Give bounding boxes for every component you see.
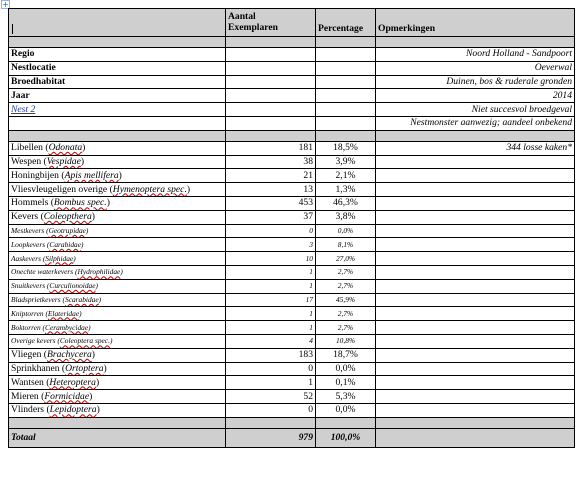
meta-cell-empty[interactable]	[316, 75, 376, 89]
row-note[interactable]	[376, 348, 575, 362]
row-note[interactable]	[376, 307, 575, 321]
table-row	[9, 403, 575, 417]
row-count[interactable]: 17	[226, 293, 316, 307]
row-note[interactable]	[376, 279, 575, 293]
row-name: Wantsen	[11, 376, 47, 388]
row-name-cell[interactable]: Vliegen (Brachycera)	[9, 348, 226, 362]
row-count[interactable]: 21	[226, 169, 316, 183]
row-count[interactable]: 0	[226, 224, 316, 238]
row-name: Boktorren	[11, 322, 43, 332]
header-cell-empty[interactable]	[9, 9, 226, 37]
row-note[interactable]	[376, 155, 575, 169]
meta-value[interactable]: 2014	[376, 89, 575, 103]
row-name-cell[interactable]: Vlinders (Lepidoptera)	[9, 403, 226, 417]
row-name-cell[interactable]: Wantsen (Heteroptera)	[9, 376, 226, 390]
meta-cell-empty[interactable]	[316, 61, 376, 75]
row-name-cell[interactable]: Honingbijen (Apis mellifera)	[9, 169, 226, 183]
table-row	[9, 334, 575, 348]
row-name-cell[interactable]: Boktorren (Cerambycidae)	[9, 321, 226, 335]
table-row	[9, 196, 575, 210]
meta-label[interactable]: Jaar	[9, 89, 226, 103]
meta-value[interactable]: Niet succesvol broedgeval	[376, 103, 575, 117]
row-note[interactable]	[376, 265, 575, 279]
row-name: Mieren	[11, 390, 42, 402]
table-row	[9, 169, 575, 183]
row-count[interactable]: 453	[226, 196, 316, 210]
row-percentage[interactable]: 46,3%	[316, 196, 376, 210]
row-percentage[interactable]: 0,0%	[316, 224, 376, 238]
total-percentage[interactable]: 100,0%	[316, 428, 376, 447]
table-row	[9, 252, 575, 266]
row-name-cell[interactable]: Overige kevers (Coleoptera spec.)	[9, 334, 226, 348]
row-count[interactable]: 4	[226, 334, 316, 348]
row-scientific-name: Hymenoptera spec.	[112, 183, 187, 195]
row-name-cell[interactable]: Libellen (Odonata)	[9, 141, 226, 155]
row-name: Snuitkevers	[11, 281, 47, 291]
row-note[interactable]	[376, 334, 575, 348]
row-note[interactable]	[376, 238, 575, 252]
row-name: Mestkevers	[11, 225, 47, 235]
meta-cell-empty[interactable]	[316, 103, 376, 117]
row-note[interactable]	[376, 169, 575, 183]
row-count[interactable]: 38	[226, 155, 316, 169]
meta-label[interactable]: Broedhabitat	[9, 75, 226, 89]
row-count[interactable]: 183	[226, 348, 316, 362]
row-count[interactable]: 1	[226, 307, 316, 321]
row-note[interactable]	[376, 210, 575, 224]
meta-value[interactable]: Oeverwal	[376, 61, 575, 75]
table-row	[9, 390, 575, 404]
table-row	[9, 155, 575, 169]
row-count[interactable]: 0	[226, 362, 316, 376]
row-percentage[interactable]: 18,5%	[316, 141, 376, 155]
row-name-cell[interactable]: Kevers (Coleopthera)	[9, 210, 226, 224]
row-scientific-name: Scarabidae	[64, 294, 99, 304]
meta-cell-empty[interactable]	[226, 75, 316, 89]
row-percentage[interactable]: 2,7%	[316, 321, 376, 335]
insect-prey-table	[8, 8, 575, 448]
table-row	[9, 183, 575, 197]
row-percentage[interactable]: 2,7%	[316, 265, 376, 279]
row-count[interactable]: 13	[226, 183, 316, 197]
meta-cell-empty[interactable]	[226, 61, 316, 75]
spacer-cell	[376, 130, 575, 141]
row-name-cell[interactable]: Hommels (Bombus spec.)	[9, 196, 226, 210]
row-name-cell[interactable]: Onechte waterkevers (Hydrophilidae)	[9, 265, 226, 279]
row-name: Wespen	[11, 155, 44, 167]
spacer-cell	[9, 37, 226, 48]
row-name-cell[interactable]: Kniptorren (Elateridae)	[9, 307, 226, 321]
row-percentage[interactable]: 8,1%	[316, 238, 376, 252]
row-percentage[interactable]: 2,7%	[316, 279, 376, 293]
meta-row	[9, 89, 575, 103]
row-scientific-name: Apis mellifera	[64, 169, 119, 181]
spacer-cell	[316, 37, 376, 48]
table-row	[9, 376, 575, 390]
row-name: Bladsprietkevers	[11, 294, 63, 304]
row-count[interactable]: 52	[226, 390, 316, 404]
table-row	[9, 321, 575, 335]
row-count[interactable]: 1	[226, 376, 316, 390]
row-name-cell[interactable]: Mieren (Formicidae)	[9, 390, 226, 404]
meta-row	[9, 116, 575, 130]
row-name-cell[interactable]: Bladsprietkevers (Scarabidae)	[9, 293, 226, 307]
row-count[interactable]: 0	[226, 403, 316, 417]
meta-row	[9, 103, 575, 117]
row-count[interactable]: 3	[226, 238, 316, 252]
row-percentage[interactable]: 10,8%	[316, 334, 376, 348]
table-row	[9, 141, 575, 155]
row-count[interactable]: 1	[226, 321, 316, 335]
row-scientific-name: Curculionoidae	[49, 281, 96, 291]
row-count[interactable]: 1	[226, 279, 316, 293]
spacer-cell	[316, 417, 376, 428]
meta-cell-empty[interactable]	[226, 103, 316, 117]
row-percentage[interactable]: 5,3%	[316, 390, 376, 404]
table-row	[9, 210, 575, 224]
meta-cell-empty[interactable]	[226, 116, 316, 130]
meta-label[interactable]: Nest 2	[9, 103, 226, 117]
row-name: Libellen	[11, 142, 46, 154]
spacer-row	[9, 417, 575, 428]
row-name-cell[interactable]: Aaskevers (Silphidae)	[9, 252, 226, 266]
text-cursor	[12, 24, 13, 34]
row-scientific-name: Formicidae	[44, 390, 90, 402]
row-name: Aaskevers	[11, 253, 43, 263]
total-label[interactable]: Totaal	[9, 428, 226, 447]
table-row	[9, 224, 575, 238]
row-name-cell[interactable]: Loopkevers (Carabidae)	[9, 238, 226, 252]
table-move-handle-icon[interactable]: +	[2, 0, 9, 9]
header-percentage: Percentage	[316, 9, 376, 37]
meta-value[interactable]: Noord Holland - Sandpoort	[376, 48, 575, 62]
row-name: Vliegen	[11, 349, 44, 361]
row-scientific-name: Carabidae	[49, 239, 82, 249]
row-note[interactable]	[376, 403, 575, 417]
row-scientific-name: Heteroptera	[49, 376, 96, 388]
row-name-cell[interactable]: Vliesvleugeligen overige (Hymenoptera spec.)	[9, 183, 226, 197]
meta-row	[9, 61, 575, 75]
table-row	[9, 265, 575, 279]
row-name: Vliesvleugeligen overige	[11, 183, 110, 195]
row-scientific-name: Odonata	[48, 142, 83, 154]
spacer-row	[9, 37, 575, 48]
spacer-cell	[9, 130, 226, 141]
row-note[interactable]	[376, 321, 575, 335]
header-remarks: Opmerkingen	[376, 9, 575, 37]
row-name: Loopkevers	[11, 239, 47, 249]
row-note[interactable]	[376, 362, 575, 376]
row-percentage[interactable]: 0,0%	[316, 362, 376, 376]
row-name-cell[interactable]: Snuitkevers (Curculionoidae)	[9, 279, 226, 293]
row-note[interactable]	[376, 252, 575, 266]
row-scientific-name: Hydrophilidae	[77, 267, 121, 277]
total-row	[9, 428, 575, 447]
spacer-cell	[376, 417, 575, 428]
meta-cell-empty[interactable]	[226, 48, 316, 62]
row-name: Sprinkhanen	[11, 362, 62, 374]
row-name-cell[interactable]: Wespen (Vespidae)	[9, 155, 226, 169]
table-row	[9, 307, 575, 321]
row-percentage[interactable]: 45,9%	[316, 293, 376, 307]
meta-cell-empty[interactable]	[316, 89, 376, 103]
meta-value[interactable]: Nestmonster aanwezig; aandeel onbekend	[376, 116, 575, 130]
row-percentage[interactable]: 2,1%	[316, 169, 376, 183]
row-scientific-name: Lepidoptera	[49, 404, 97, 416]
total-note-empty[interactable]	[376, 428, 575, 447]
header-row	[9, 9, 575, 37]
meta-row	[9, 48, 575, 62]
row-scientific-name: Bombus spec.	[53, 197, 107, 209]
table-row	[9, 362, 575, 376]
spacer-cell	[376, 37, 575, 48]
row-name: Overige kevers	[11, 336, 58, 346]
row-count[interactable]: 181	[226, 141, 316, 155]
spacer-cell	[226, 37, 316, 48]
row-note[interactable]	[376, 390, 575, 404]
row-name: Honingbijen	[11, 169, 62, 181]
row-name: Hommels	[11, 197, 51, 209]
row-note[interactable]	[376, 183, 575, 197]
spacer-cell	[226, 130, 316, 141]
row-percentage[interactable]: 3,9%	[316, 155, 376, 169]
row-scientific-name: Elateridae	[47, 308, 80, 318]
row-percentage[interactable]: 18,7%	[316, 348, 376, 362]
meta-cell-empty[interactable]	[226, 89, 316, 103]
row-percentage[interactable]: 0,0%	[316, 403, 376, 417]
spacer-row	[9, 130, 575, 141]
meta-label[interactable]: Nestlocatie	[9, 61, 226, 75]
row-name: Kevers	[11, 211, 41, 223]
spacer-cell	[9, 417, 226, 428]
row-percentage[interactable]: 0,1%	[316, 376, 376, 390]
row-scientific-name: Coleopthera	[43, 211, 92, 223]
meta-cell-empty[interactable]	[316, 116, 376, 130]
row-name: Vlinders	[11, 404, 47, 416]
spacer-cell	[226, 417, 316, 428]
row-percentage[interactable]: 27,0%	[316, 252, 376, 266]
table-row	[9, 238, 575, 252]
row-scientific-name: Silphidae	[45, 253, 74, 263]
row-count[interactable]: 10	[226, 252, 316, 266]
row-percentage[interactable]: 1,3%	[316, 183, 376, 197]
meta-value[interactable]: Duinen, bos & ruderale gronden	[376, 75, 575, 89]
meta-row	[9, 75, 575, 89]
row-note[interactable]	[376, 376, 575, 390]
spacer-cell	[316, 130, 376, 141]
row-scientific-name: Ortoptera	[65, 362, 104, 374]
row-name-cell[interactable]: Sprinkhanen (Ortoptera)	[9, 362, 226, 376]
row-note[interactable]	[376, 224, 575, 238]
table-row	[9, 293, 575, 307]
row-note[interactable]: 344 losse kaken*	[376, 141, 575, 155]
total-count[interactable]: 979	[226, 428, 316, 447]
meta-label[interactable]	[9, 116, 226, 130]
table-row	[9, 279, 575, 293]
row-scientific-name: Vespidae	[46, 155, 81, 167]
row-percentage[interactable]: 3,8%	[316, 210, 376, 224]
row-name-cell[interactable]: Mestkevers (Geotrupidae)	[9, 224, 226, 238]
row-count[interactable]: 37	[226, 210, 316, 224]
row-name: Kniptorren	[11, 308, 46, 318]
row-scientific-name: Geotrupidae	[48, 225, 86, 235]
table-row	[9, 348, 575, 362]
row-scientific-name: Coleoptera spec.	[59, 336, 110, 346]
row-note[interactable]	[376, 293, 575, 307]
row-percentage[interactable]: 2,7%	[316, 307, 376, 321]
header-count: Aantal Exemplaren	[226, 9, 316, 37]
meta-label[interactable]: Regio	[9, 48, 226, 62]
row-scientific-name: Brachycera	[46, 349, 92, 361]
row-note[interactable]	[376, 196, 575, 210]
meta-cell-empty[interactable]	[316, 48, 376, 62]
row-scientific-name: Cerambycidae	[45, 322, 89, 332]
row-name: Onechte waterkevers	[11, 267, 76, 277]
row-count[interactable]: 1	[226, 265, 316, 279]
